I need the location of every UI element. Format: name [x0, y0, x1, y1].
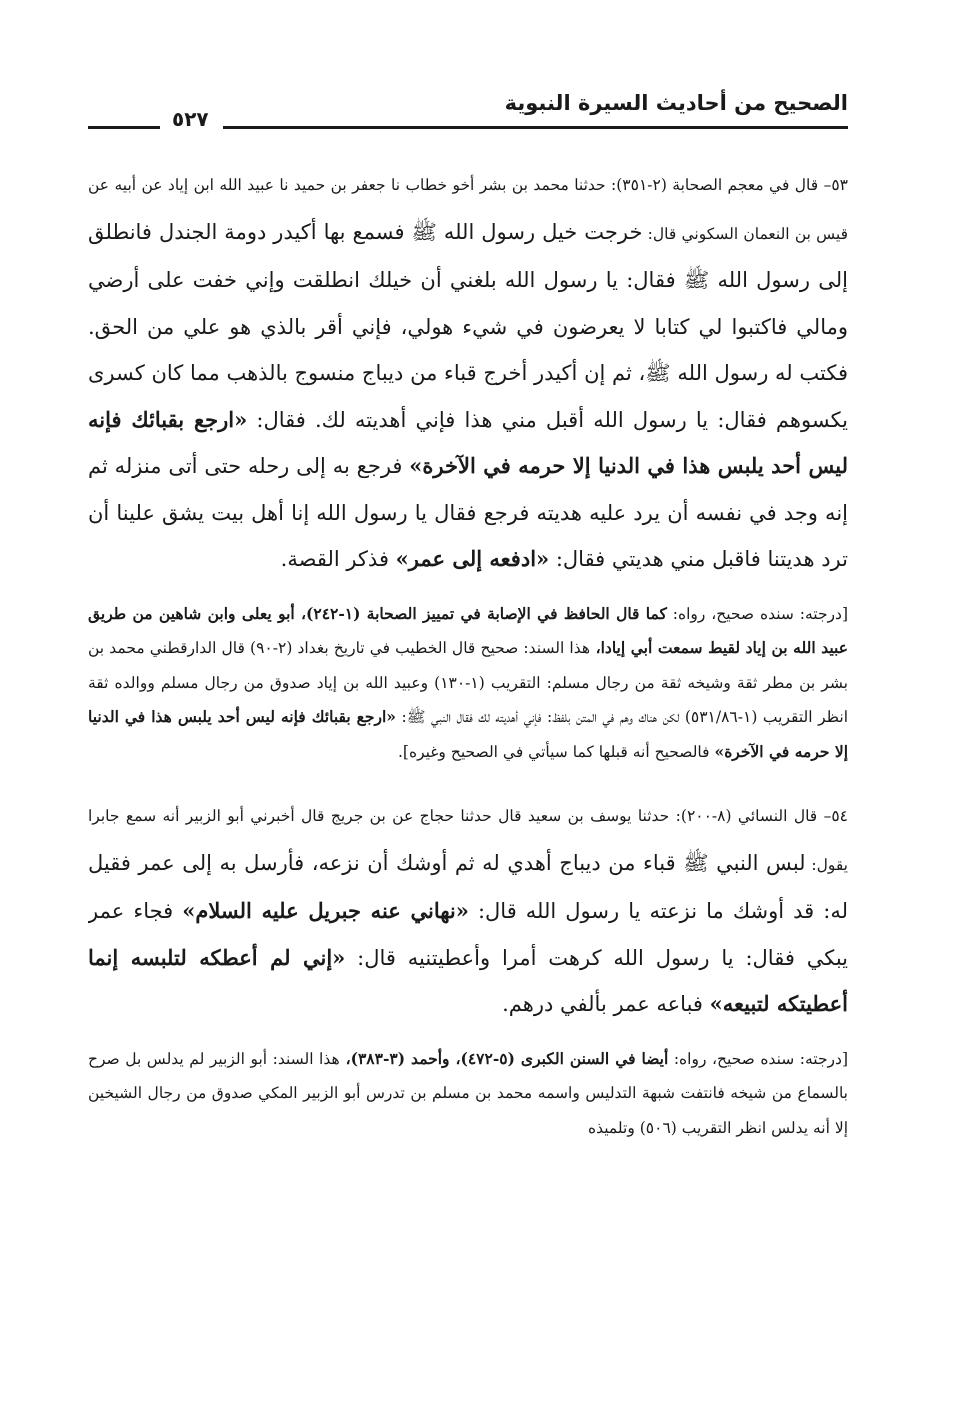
hadith-54-text-2: فجاء عمر يبكي فقال: يا رسول الله كرهت أمرا وأعطيتنيه قال: — [88, 899, 848, 970]
page-body — [88, 160, 848, 1145]
grade-53-quote: «ارجع بقبائك فإنه ليس أحد يلبس هذا في الدنيا إلا حرمه في الآخرة» — [88, 707, 848, 761]
hadith-54-text-1: لبس النبي ﷺ قباء من ديباج أهدي له ثم أوشك أن نزعه، فأرسل به إلى عمر فقيل له: قد أوشك ما نزعته يا رسول الله قال: — [88, 850, 848, 923]
header-rule-left — [88, 126, 160, 129]
hadith-54-isnad: ٥٤– قال النسائي (٨-٢٠٠): حدثنا يوسف بن سعيد قال حدثنا حجاج عن بن جريج قال أخبرني أبو الزبير أنه سمع جابرا يقول: — [88, 807, 848, 874]
page-number: ٥٢٧ — [172, 107, 209, 131]
grade-54 — [88, 1042, 848, 1146]
grade-54-sources: أيضا في السنن الكبرى (٥-٤٧٢)، وأحمد (٣-٣٨٣)، — [339, 1048, 669, 1068]
grade-53-open: [درجته: سنده صحيح، رواه: — [666, 604, 848, 623]
hadith-54 — [88, 791, 848, 1028]
grade-53-text-2: فالصحيح أنه قبلها كما سيأتي في الصحيح وغيره]. — [397, 742, 715, 761]
running-header — [88, 88, 848, 132]
grade-54-open: [درجته: سنده صحيح، رواه: — [668, 1049, 848, 1068]
hadith-53-quote-1: «ارجع بقبائك فإنه ليس أحد يلبس هذا في الدنيا إلا حرمه في الآخرة» — [88, 406, 848, 478]
hadith-53-text-3: فذكر القصة. — [280, 547, 396, 571]
hadith-53-text-1: خرجت خيل رسول الله ﷺ فسمع بها أكيدر دومة الجندل فانطلق إلى رسول الله ﷺ فقال: يا رسول الله بلغني أن خيلك انطلقت وإني خفت على أرضي ومالي فاكتبوا لي كتابا لا يعرضون في شيء هولي، فإني أقر بالذي هو علي من الحق. فكتب له رسول الله ﷺ، ثم إن أكيدر أخرج قباء من ديباج منسوج بالذهب مما كان كسرى يكسوهم فقال: يا رسول الله أقبل مني هذا فإني أهديته لك. فقال: — [88, 219, 848, 432]
book-page — [88, 88, 848, 1378]
hadith-53 — [88, 160, 848, 583]
running-title: الصحيح من أحاديث السيرة النبوية — [504, 91, 848, 115]
hadith-54-quote-2: «إني لم أعطكه لتلبسه إنما أعطيتكه لتبيعه» — [88, 944, 848, 1016]
grade-54-text-1: هذا السند: أبو الزبير لم يدلس بل صرح بالسماع من شيخه فانتفت شبهة التدليس واسمه محمد بن مسلم بن تدرس أبو الزبير المكي صدوق من رجال الشيخين إلا أنه يدلس انظر التقريب (٥٠٦) وتلميذه — [88, 1049, 848, 1137]
hadith-54-quote-1: «نهاني عنه جبريل عليه السلام» — [182, 898, 469, 923]
grade-53-text-1: هذا السند: صحيح قال الخطيب في تاريخ بغداد (٢-٩٠) قال الدارقطني محمد بن بشر بن مطر ثقة وشيخه ثقة من رجال مسلم: التقريب (١-١٣٠) وعبيد الله بن إياد صدوق من رجال مسلم ووالده ثقة انظر التقريب (١-٥٣١/٨٦) لكن هناك وهم في المتن بلفظ: فإني أهديته لك فقال النبي ﷺ: — [88, 639, 848, 726]
header-rule-right — [223, 126, 848, 129]
hadith-54-text-3: فباعه عمر بألفي درهم. — [502, 992, 710, 1016]
hadith-53-isnad: ٥٣– قال في معجم الصحابة (٢-٣٥١): حدثنا محمد بن بشر أخو خطاب نا جعفر بن حميد نا عبيد الله ابن إياد عن أبيه عن قيس بن النعمان السكوني قال: — [88, 176, 848, 243]
hadith-53-text-2: فرجع به إلى رحله حتى أتى منزله ثم إنه وجد في نفسه أن يرد عليه هديته فرجع فقال يا رسول الله إنا أهل بيت يشق علينا أن ترد هديتنا فاقبل مني هديتي فقال: — [88, 454, 848, 571]
hadith-53-quote-2: «ادفعه إلى عمر» — [395, 546, 550, 571]
grade-53-sources: كما قال الحافظ في الإصابة في تمييز الصحابة (١-٢٤٢)، أبو يعلى وابن شاهين من طريق عبيد الله بن إياد لقيط سمعت أبي إيادا، — [88, 603, 848, 657]
grade-53 — [88, 597, 848, 770]
